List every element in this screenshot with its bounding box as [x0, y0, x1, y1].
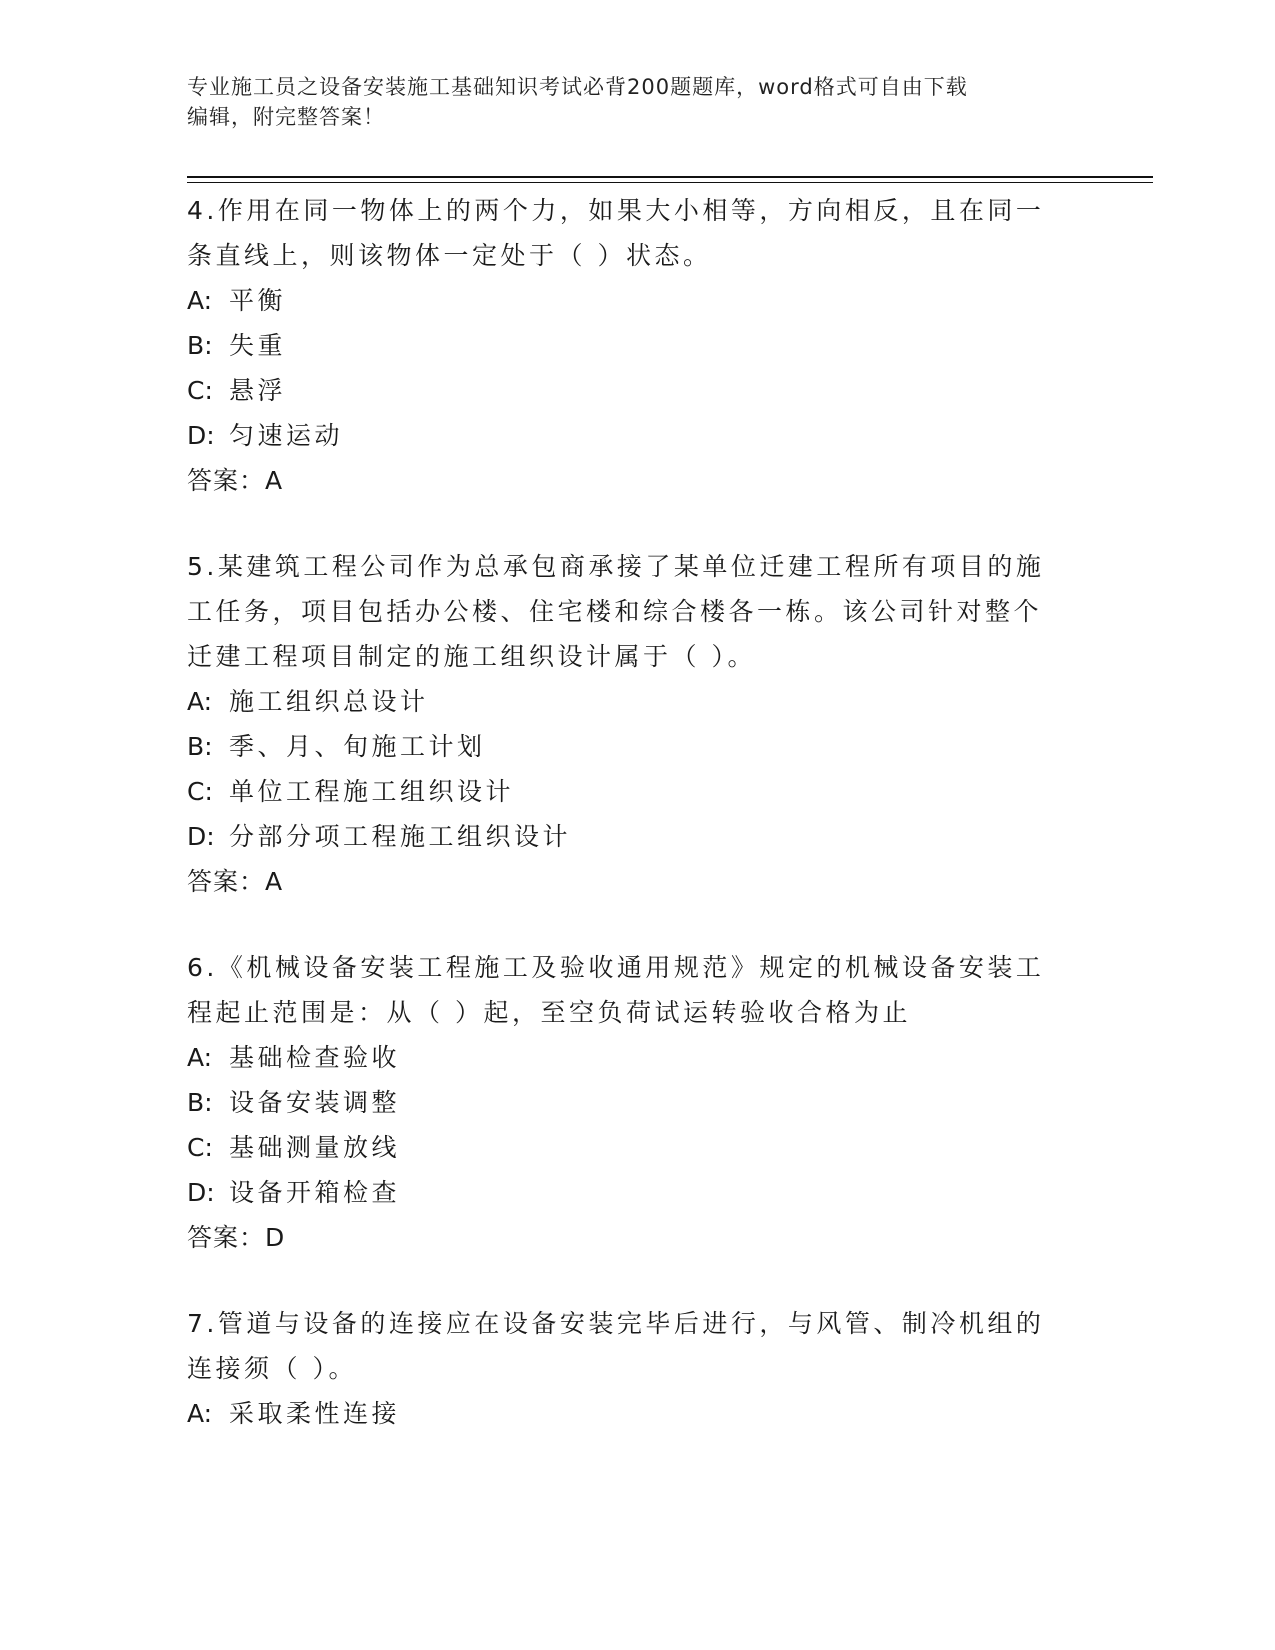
option-text: 匀速运动 — [229, 421, 344, 450]
option-letter: B: — [187, 1088, 213, 1117]
option-letter: A: — [187, 1043, 213, 1072]
question-text: 7.管道与设备的连接应在设备安装完毕后进行，与风管、制冷机组的连接须（ ）。 — [187, 1309, 1045, 1383]
option-letter: A: — [187, 687, 213, 716]
option-letter: D: — [187, 822, 215, 851]
option-a — [187, 679, 1067, 724]
question-5 — [187, 544, 1067, 904]
option-letter: D: — [187, 1178, 215, 1207]
option-text: 平衡 — [229, 286, 287, 315]
option-text: 设备开箱检查 — [229, 1178, 401, 1207]
option-a — [187, 1391, 1067, 1436]
option-c — [187, 769, 1067, 814]
header-divider — [187, 176, 1153, 183]
question-6 — [187, 945, 1067, 1260]
option-d — [187, 814, 1067, 859]
question-list — [187, 188, 1067, 1477]
option-d — [187, 1170, 1067, 1215]
option-d — [187, 413, 1067, 458]
option-letter: A: — [187, 1399, 213, 1428]
option-a — [187, 278, 1067, 323]
option-text: 失重 — [229, 331, 287, 360]
header-line-2: 编辑，附完整答案！ — [187, 105, 385, 129]
option-c — [187, 368, 1067, 413]
option-text: 基础测量放线 — [229, 1133, 401, 1162]
answer-line: 答案：D — [187, 1223, 286, 1252]
option-letter: C: — [187, 376, 213, 405]
option-letter: A: — [187, 286, 213, 315]
option-b — [187, 1080, 1067, 1125]
answer-line: 答案：A — [187, 466, 284, 495]
page-header — [187, 72, 1087, 132]
question-text: 5.某建筑工程公司作为总承包商承接了某单位迁建工程所有项目的施工任务，项目包括办公楼、住宅楼和综合楼各一栋。该公司针对整个迁建工程项目制定的施工组织设计属于（ ）。 — [187, 552, 1045, 671]
option-letter: D: — [187, 421, 215, 450]
option-letter: C: — [187, 777, 213, 806]
option-letter: C: — [187, 1133, 213, 1162]
question-7 — [187, 1301, 1067, 1436]
question-text: 6.《机械设备安装工程施工及验收通用规范》规定的机械设备安装工程起止范围是：从（ ）起，至空负荷试运转验收合格为止 — [187, 953, 1045, 1027]
option-text: 施工组织总设计 — [229, 687, 429, 716]
option-text: 采取柔性连接 — [229, 1399, 401, 1428]
question-text: 4.作用在同一物体上的两个力，如果大小相等，方向相反，且在同一条直线上，则该物体一定处于（ ）状态。 — [187, 196, 1045, 270]
option-b — [187, 724, 1067, 769]
question-4 — [187, 188, 1067, 503]
option-text: 悬浮 — [229, 376, 287, 405]
option-text: 设备安装调整 — [229, 1088, 401, 1117]
option-text: 基础检查验收 — [229, 1043, 401, 1072]
option-a — [187, 1035, 1067, 1080]
answer-line: 答案：A — [187, 867, 284, 896]
header-line-1: 专业施工员之设备安装施工基础知识考试必背200题题库，word格式可自由下载 — [187, 75, 968, 99]
option-letter: B: — [187, 732, 213, 761]
option-c — [187, 1125, 1067, 1170]
option-text: 季、月、旬施工计划 — [229, 732, 486, 761]
option-text: 分部分项工程施工组织设计 — [229, 822, 572, 851]
option-letter: B: — [187, 331, 213, 360]
option-b — [187, 323, 1067, 368]
option-text: 单位工程施工组织设计 — [229, 777, 515, 806]
